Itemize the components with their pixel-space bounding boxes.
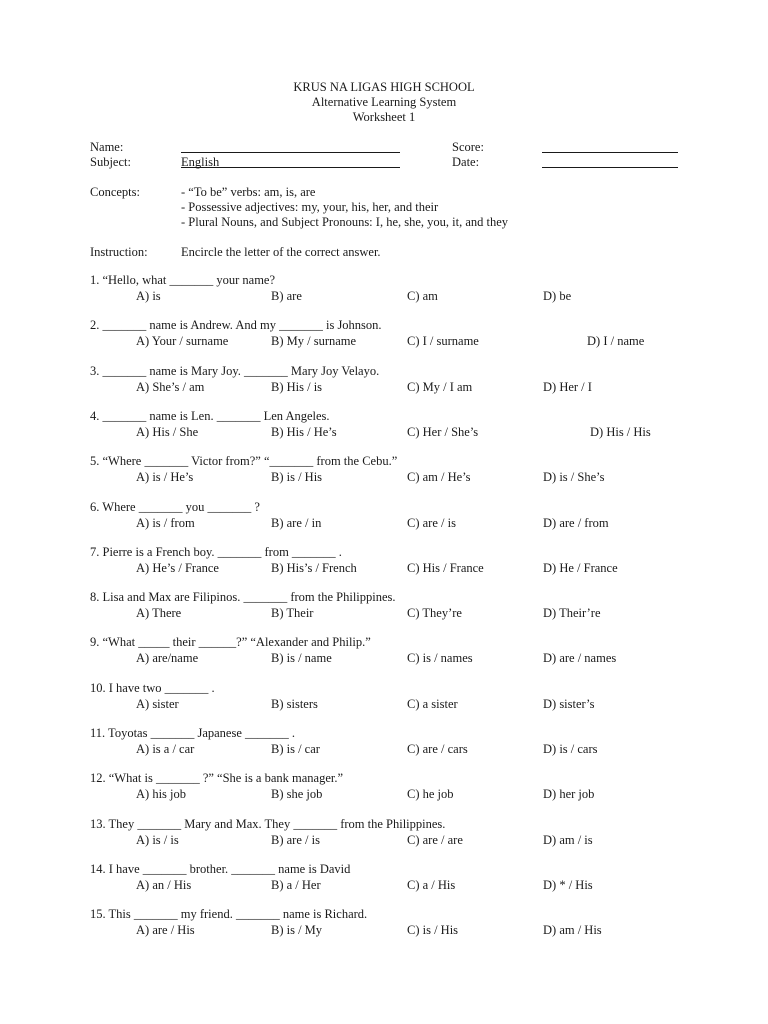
answer-choice[interactable]: C) is / names (407, 651, 473, 665)
answer-choice[interactable]: C) They’re (407, 606, 462, 620)
answer-choice[interactable]: D) I / name (587, 334, 645, 348)
school-name: KRUS NA LIGAS HIGH SCHOOL (293, 80, 475, 94)
question-text: 1. “Hello, what _______ your name? (90, 273, 276, 287)
answer-choice[interactable]: A) She’s / am (136, 380, 205, 394)
question-text: 15. This _______ my friend. _______ name is Richard. (90, 907, 368, 921)
answer-choice[interactable]: B) His / is (271, 380, 323, 394)
answer-choice[interactable]: A) are / His (136, 923, 195, 937)
answer-choice[interactable]: A) an / His (136, 878, 192, 892)
answer-choice[interactable]: B) His / He’s (271, 425, 337, 439)
question-text: 7. Pierre is a French boy. _______ from _______ . (90, 545, 342, 559)
answer-choice[interactable]: D) am / is (543, 833, 593, 847)
answer-choice[interactable]: A) sister (136, 697, 179, 711)
answer-choice[interactable]: D) His / His (590, 425, 651, 439)
answer-choice[interactable]: C) Her / She’s (407, 425, 479, 439)
answer-choice[interactable]: A) His / She (136, 425, 199, 439)
question-text: 13. They _______ Mary and Max. They _______ from the Philippines. (90, 817, 446, 831)
answer-choice[interactable]: B) is / My (271, 923, 323, 937)
question-text: 9. “What _____ their ______?” “Alexander and Philip.” (90, 635, 371, 649)
answer-choice[interactable]: A) is / He’s (136, 470, 194, 484)
answer-choice[interactable]: D) be (543, 289, 572, 303)
date-label: Date: (452, 155, 480, 169)
subject-value: English (181, 155, 220, 169)
answer-choice[interactable]: D) are / names (543, 651, 617, 665)
score-line (542, 152, 678, 153)
answer-choice[interactable]: B) she job (271, 787, 323, 801)
answer-choice[interactable]: C) are / cars (407, 742, 468, 756)
score-label: Score: (452, 140, 484, 154)
concepts-label: Concepts: (90, 185, 140, 199)
answer-choice[interactable]: B) are / in (271, 516, 322, 530)
answer-choice[interactable]: C) a sister (407, 697, 458, 711)
answer-choice[interactable]: C) am (407, 289, 438, 303)
answer-choice[interactable]: C) he job (407, 787, 454, 801)
answer-choice[interactable]: B) is / car (271, 742, 320, 756)
question-text: 3. _______ name is Mary Joy. _______ Mary Joy Velayo. (90, 364, 380, 378)
answer-choice[interactable]: D) am / His (543, 923, 602, 937)
question-text: 12. “What is _______ ?” “She is a bank manager.” (90, 771, 344, 785)
question-text: 2. _______ name is Andrew. And my _______ is Johnson. (90, 318, 382, 332)
answer-choice[interactable]: A) his job (136, 787, 186, 801)
answer-choice[interactable]: B) is / name (271, 651, 332, 665)
answer-choice[interactable]: B) sisters (271, 697, 318, 711)
question-text: 10. I have two _______ . (90, 681, 215, 695)
answer-choice[interactable]: B) Their (271, 606, 314, 620)
answer-choice[interactable]: C) a / His (407, 878, 456, 892)
worksheet-title: Worksheet 1 (352, 110, 416, 124)
name-label: Name: (90, 140, 124, 154)
name-line (181, 152, 400, 153)
answer-choice[interactable]: D) Their’re (543, 606, 601, 620)
answer-choice[interactable]: D) * / His (543, 878, 593, 892)
answer-choice[interactable]: B) are (271, 289, 302, 303)
answer-choice[interactable]: B) a / Her (271, 878, 321, 892)
answer-choice[interactable]: D) her job (543, 787, 595, 801)
answer-choice[interactable]: C) are / is (407, 516, 456, 530)
answer-choice[interactable]: C) are / are (407, 833, 463, 847)
answer-choice[interactable]: B) are / is (271, 833, 320, 847)
question-text: 14. I have _______ brother. _______ name is David (90, 862, 351, 876)
answer-choice[interactable]: B) is / His (271, 470, 323, 484)
answer-choice[interactable]: D) Her / I (543, 380, 592, 394)
answer-choice[interactable]: C) My / I am (407, 380, 473, 394)
question-text: 5. “Where _______ Victor from?” “_______ from the Cebu.” (90, 454, 398, 468)
answer-choice[interactable]: D) are / from (543, 516, 609, 530)
concept-item: - Plural Nouns, and Subject Pronouns: I, he, she, you, it, and they (181, 215, 509, 229)
answer-choice[interactable]: A) Your / surname (136, 334, 229, 348)
answer-choice[interactable]: C) is / His (407, 923, 459, 937)
answer-choice[interactable]: A) is / from (136, 516, 195, 530)
answer-choice[interactable]: D) sister’s (543, 697, 595, 711)
answer-choice[interactable]: B) His’s / French (271, 561, 357, 575)
answer-choice[interactable]: C) I / surname (407, 334, 479, 348)
answer-choice[interactable]: A) is a / car (136, 742, 195, 756)
answer-choice[interactable]: D) is / cars (543, 742, 598, 756)
answer-choice[interactable]: A) He’s / France (136, 561, 219, 575)
answer-choice[interactable]: D) is / She’s (543, 470, 605, 484)
date-line (542, 167, 678, 168)
question-text: 6. Where _______ you _______ ? (90, 500, 260, 514)
answer-choice[interactable]: B) My / surname (271, 334, 357, 348)
answer-choice[interactable]: A) is / is (136, 833, 179, 847)
program-name: Alternative Learning System (311, 95, 457, 109)
question-text: 8. Lisa and Max are Filipinos. _______ from the Philippines. (90, 590, 396, 604)
instruction-label: Instruction: (90, 245, 148, 259)
concept-item: - “To be” verbs: am, is, are (181, 185, 316, 199)
concept-item: - Possessive adjectives: my, your, his, her, and their (181, 200, 439, 214)
subject-label: Subject: (90, 155, 131, 169)
answer-choice[interactable]: A) are/name (136, 651, 199, 665)
question-text: 11. Toyotas _______ Japanese _______ . (90, 726, 296, 740)
answer-choice[interactable]: C) His / France (407, 561, 484, 575)
answer-choice[interactable]: C) am / He’s (407, 470, 471, 484)
answer-choice[interactable]: D) He / France (543, 561, 618, 575)
question-text: 4. _______ name is Len. _______ Len Angeles. (90, 409, 330, 423)
answer-choice[interactable]: A) is (136, 289, 161, 303)
instruction-text: Encircle the letter of the correct answer. (181, 245, 381, 259)
answer-choice[interactable]: A) There (136, 606, 182, 620)
